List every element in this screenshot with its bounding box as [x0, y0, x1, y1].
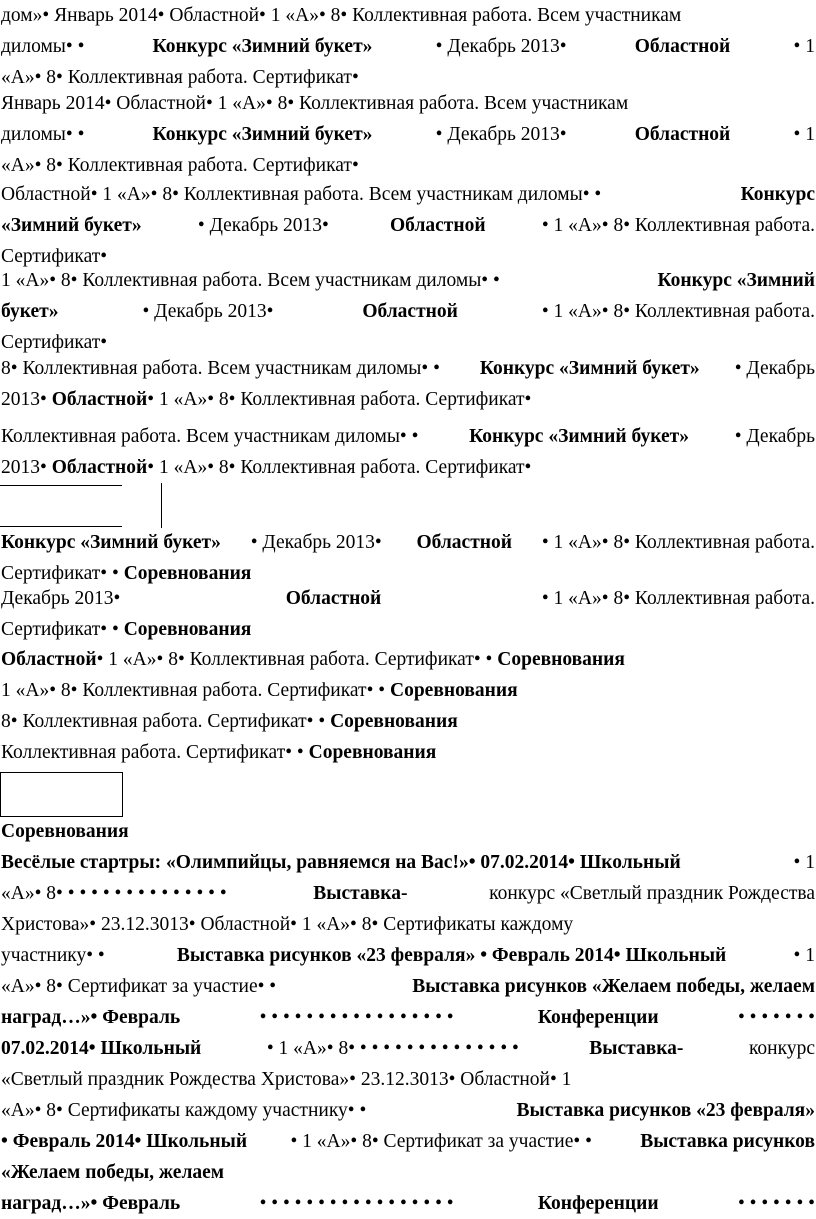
text-run: «А»• 8• Коллективная работа. Сертификат• [1, 67, 359, 88]
text-run: диломы• • [1, 124, 90, 145]
text-line [1, 384, 815, 415]
text-run: • Декабрь [734, 358, 815, 379]
text-fragment-1 [1, 0, 815, 93]
text-line [1, 909, 815, 940]
empty-table-cell [0, 772, 123, 817]
bold-run: Весёлые стартры: «Олимпийцы, равняемся на Вас!»• 07.02.2014• Школьный [1, 852, 681, 873]
text-line [1, 31, 815, 62]
bold-run: Выставка рисунков [640, 1131, 815, 1152]
bold-run: Соревнования [308, 742, 437, 763]
text-line [1, 971, 815, 1002]
text-run: диломы• • [1, 36, 90, 57]
text-line [1, 452, 815, 483]
text-run: Сертификат• • [1, 563, 124, 584]
text-run: Январь 2014• Областной• 1 «А»• 8• Коллективная работа. Всем участникам [1, 93, 629, 114]
text-run: 2013• [1, 457, 52, 478]
text-run: 8• Коллективная работа. Всем участникам диломы• • [1, 358, 445, 379]
text-run: • 1 «А»• 8• Коллективная работа. [541, 532, 815, 553]
text-run: • 1 «А»• 8• Коллективная работа. Сертификат• [147, 457, 532, 478]
bold-run: Областной [51, 457, 148, 478]
bold-run: Областной [362, 301, 458, 322]
bold-run: Выставка рисунков «Желаем победы, желаем [412, 976, 815, 997]
text-line [1, 88, 815, 119]
text-line [1, 583, 815, 614]
text-run: 2013• [1, 389, 52, 410]
text-run: «А»• 8• Коллективная работа. Сертификат• [1, 155, 359, 176]
bold-run: Областной [634, 124, 731, 145]
text-run: Сертификат• [1, 246, 108, 267]
bold-run: наград…»• Февраль [1, 1193, 181, 1214]
text-run: • 1 [793, 852, 815, 873]
bold-run: Конкурс «Зимний букет» [469, 426, 689, 447]
bold-run: Выставка- [589, 1038, 684, 1059]
text-run: • • • • • • • • • • • • • • • • • [259, 1193, 459, 1214]
text-fragment-5 [1, 353, 815, 415]
text-run: • 1 «А»• 8• Коллективная работа. [541, 215, 815, 236]
text-line [1, 644, 815, 675]
text-run: • Декабрь [734, 426, 815, 447]
text-run: Сертификат• • [1, 619, 124, 640]
text-line [1, 179, 815, 210]
text-fragment-9 [1, 644, 815, 768]
text-line [1, 119, 815, 150]
bold-run: букет» [1, 301, 59, 322]
bold-run: Выставка рисунков «23 февраля» [516, 1100, 815, 1121]
text-line [1, 1188, 815, 1219]
bold-run: • Февраль 2014• Школьный [1, 1131, 248, 1152]
text-run: • Декабрь 2013• [142, 301, 279, 322]
text-run: • Декабрь 2013• [435, 124, 572, 145]
bold-run: Конкурс «Зимний букет» [1, 532, 221, 553]
text-run: • 1 «А»• 8• Сертификат за участие• • [290, 1131, 597, 1152]
text-run: Христова»• 23.12.3013• Областной• 1 «А»• 8• Сертификаты каждому [1, 914, 574, 935]
bold-run: Конкурс [740, 184, 815, 205]
bold-run: Областной [634, 36, 731, 57]
table-border-vertical [161, 483, 162, 528]
text-run: Сертификат• [1, 332, 108, 353]
text-run: участнику• • [1, 945, 110, 966]
bold-run: Областной [416, 532, 513, 553]
text-line [1, 0, 815, 31]
text-run: конкурс [748, 1038, 815, 1059]
text-line [1, 265, 815, 296]
table-border-top [0, 485, 122, 486]
text-line [1, 940, 815, 971]
text-run: • • • • • • • [737, 1007, 815, 1028]
bold-run: «Желаем победы, желаем [1, 1162, 225, 1183]
text-run: • 1 «А»• 8• Коллективная работа. Сертификат• [147, 389, 532, 410]
bold-run: Конкурс «Зимний букет» [152, 124, 373, 145]
text-line [1, 847, 815, 878]
bold-run: Областной [1, 649, 97, 670]
text-line [1, 1157, 815, 1188]
text-line [1, 614, 815, 645]
text-run: • Декабрь 2013• [250, 532, 387, 553]
bold-run: Областной [390, 215, 486, 236]
text-run: дом»• Январь 2014• Областной• 1 «А»• 8• Коллективная работа. Всем участникам [1, 5, 682, 26]
text-run: • 1 [793, 124, 815, 145]
bold-run: «Зимний букет» [1, 215, 142, 236]
bold-run: Соревнования [123, 563, 252, 584]
bold-run: Областной [285, 588, 382, 609]
text-run: • 1 «А»• 8• • • • • • • • • • • • • • • [266, 1038, 524, 1059]
text-line [1, 353, 815, 384]
text-line [1, 296, 815, 327]
bold-run: Соревнования [330, 711, 458, 732]
text-run: «А»• 8• Сертификат за участие• • [1, 976, 281, 997]
text-run: Коллективная работа. Всем участникам диломы• • [1, 426, 424, 447]
text-run: конкурс «Светлый праздник Рождества [489, 883, 815, 904]
text-fragment-2 [1, 88, 815, 181]
bold-run: Выставка- [313, 883, 408, 904]
text-run: «А»• 8• • • • • • • • • • • • • • • [1, 883, 232, 904]
bold-run: Областной [51, 389, 148, 410]
text-line [1, 706, 815, 737]
text-run: «А»• 8• Сертификаты каждому участнику• • [1, 1100, 372, 1121]
bold-run: Соревнования [389, 680, 518, 701]
text-run: • 1 «А»• 8• Коллективная работа. [541, 588, 815, 609]
text-line [1, 527, 815, 558]
text-fragment-10 [1, 816, 815, 1219]
bold-run: Конкурс «Зимний букет» [479, 358, 700, 379]
text-run: • Декабрь 2013• [197, 215, 334, 236]
bold-run: Конкурс «Зимний [657, 270, 815, 291]
text-run: 1 «А»• 8• Коллективная работа. Всем участникам диломы• • [1, 270, 505, 291]
text-line [1, 816, 815, 847]
text-line [1, 210, 815, 241]
text-line [1, 1002, 815, 1033]
text-run: • • • • • • • [737, 1193, 815, 1214]
text-line [1, 878, 815, 909]
text-run: • • • • • • • • • • • • • • • • • [259, 1007, 459, 1028]
text-run: 8• Коллективная работа. Сертификат• • [1, 711, 331, 732]
bold-run: наград…»• Февраль [1, 1007, 181, 1028]
text-run: • 1 «А»• 8• Коллективная работа. Сертификат• • [96, 649, 498, 670]
text-fragment-4 [1, 265, 815, 358]
text-run: • Декабрь 2013• [435, 36, 572, 57]
text-line [1, 1033, 815, 1064]
text-run: • 1 [793, 36, 815, 57]
text-fragment-8 [1, 583, 815, 645]
text-line [1, 675, 815, 706]
bold-run: Соревнования [497, 649, 625, 670]
text-line [1, 1064, 815, 1095]
text-fragment-6 [1, 421, 815, 483]
bold-run: Соревнования [1, 821, 129, 842]
text-run: Коллективная работа. Сертификат• • [1, 742, 309, 763]
bold-run: Выставка рисунков «23 февраля» • Февраль 2014• Школьный [176, 945, 727, 966]
text-run: 1 «А»• 8• Коллективная работа. Сертификат• • [1, 680, 390, 701]
text-line [1, 150, 815, 181]
bold-run: Конференции [537, 1193, 659, 1214]
text-line [1, 737, 815, 768]
text-run: • 1 [793, 945, 815, 966]
bold-run: Конкурс «Зимний букет» [152, 36, 373, 57]
text-run: «Светлый праздник Рождества Христова»• 23.12.3013• Областной• 1 [1, 1069, 572, 1090]
text-fragment-7 [1, 527, 815, 589]
text-run: • 1 «А»• 8• Коллективная работа. [541, 301, 815, 322]
text-run: Декабрь 2013• [1, 588, 126, 609]
text-run: Областной• 1 «А»• 8• Коллективная работа. Всем участникам диломы• • [1, 184, 607, 205]
bold-run: 07.02.2014• Школьный [1, 1038, 202, 1059]
text-line [1, 421, 815, 452]
bold-run: Конференции [537, 1007, 659, 1028]
text-fragment-3 [1, 179, 815, 272]
text-line [1, 1095, 815, 1126]
text-line [1, 1126, 815, 1157]
bold-run: Соревнования [123, 619, 252, 640]
